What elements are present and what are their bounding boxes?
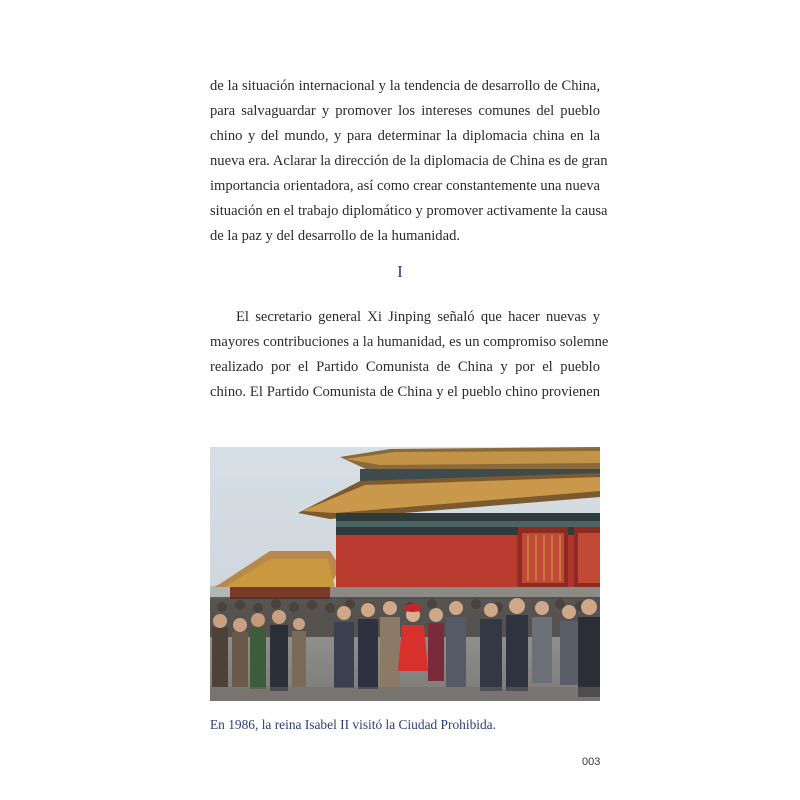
photo-caption: En 1986, la reina Isabel II visitó la Ciudad Prohibida. [210,717,496,732]
page-number: 003 [582,756,601,768]
section-heading: I [397,262,403,281]
paragraph-line: chino. El Partido Comunista de China y el pueblo chino provienen [210,384,600,400]
paragraph-line: importancia orientadora, así como crear constantemente una nueva [210,178,600,194]
forbidden-city-photo [210,447,600,701]
paragraph-line: situación en el trabajo diplomático y promover activamente la causa [210,203,608,219]
paragraph-line: mayores contribuciones a la humanidad, es un compromiso solemne [210,334,609,350]
paragraph-line: para salvaguardar y promover los intereses comunes del pueblo [210,103,600,119]
body-paragraph-1 [210,74,608,249]
paragraph-line: nueva era. Aclarar la dirección de la diplomacia de China es de gran [210,153,608,169]
paragraph-line: El secretario general Xi Jinping señaló que hacer nuevas y [236,309,600,325]
paragraph-line: realizado por el Partido Comunista de China y por el pueblo [210,359,600,375]
paragraph-line: de la paz y del desarrollo de la humanidad. [210,228,461,244]
photo-illustration [210,447,600,701]
body-paragraph-2 [210,305,609,405]
paragraph-line: de la situación internacional y la tendencia de desarrollo de China, [210,78,600,94]
paragraph-line: chino y del mundo, y para determinar la diplomacia china en la [210,128,600,144]
